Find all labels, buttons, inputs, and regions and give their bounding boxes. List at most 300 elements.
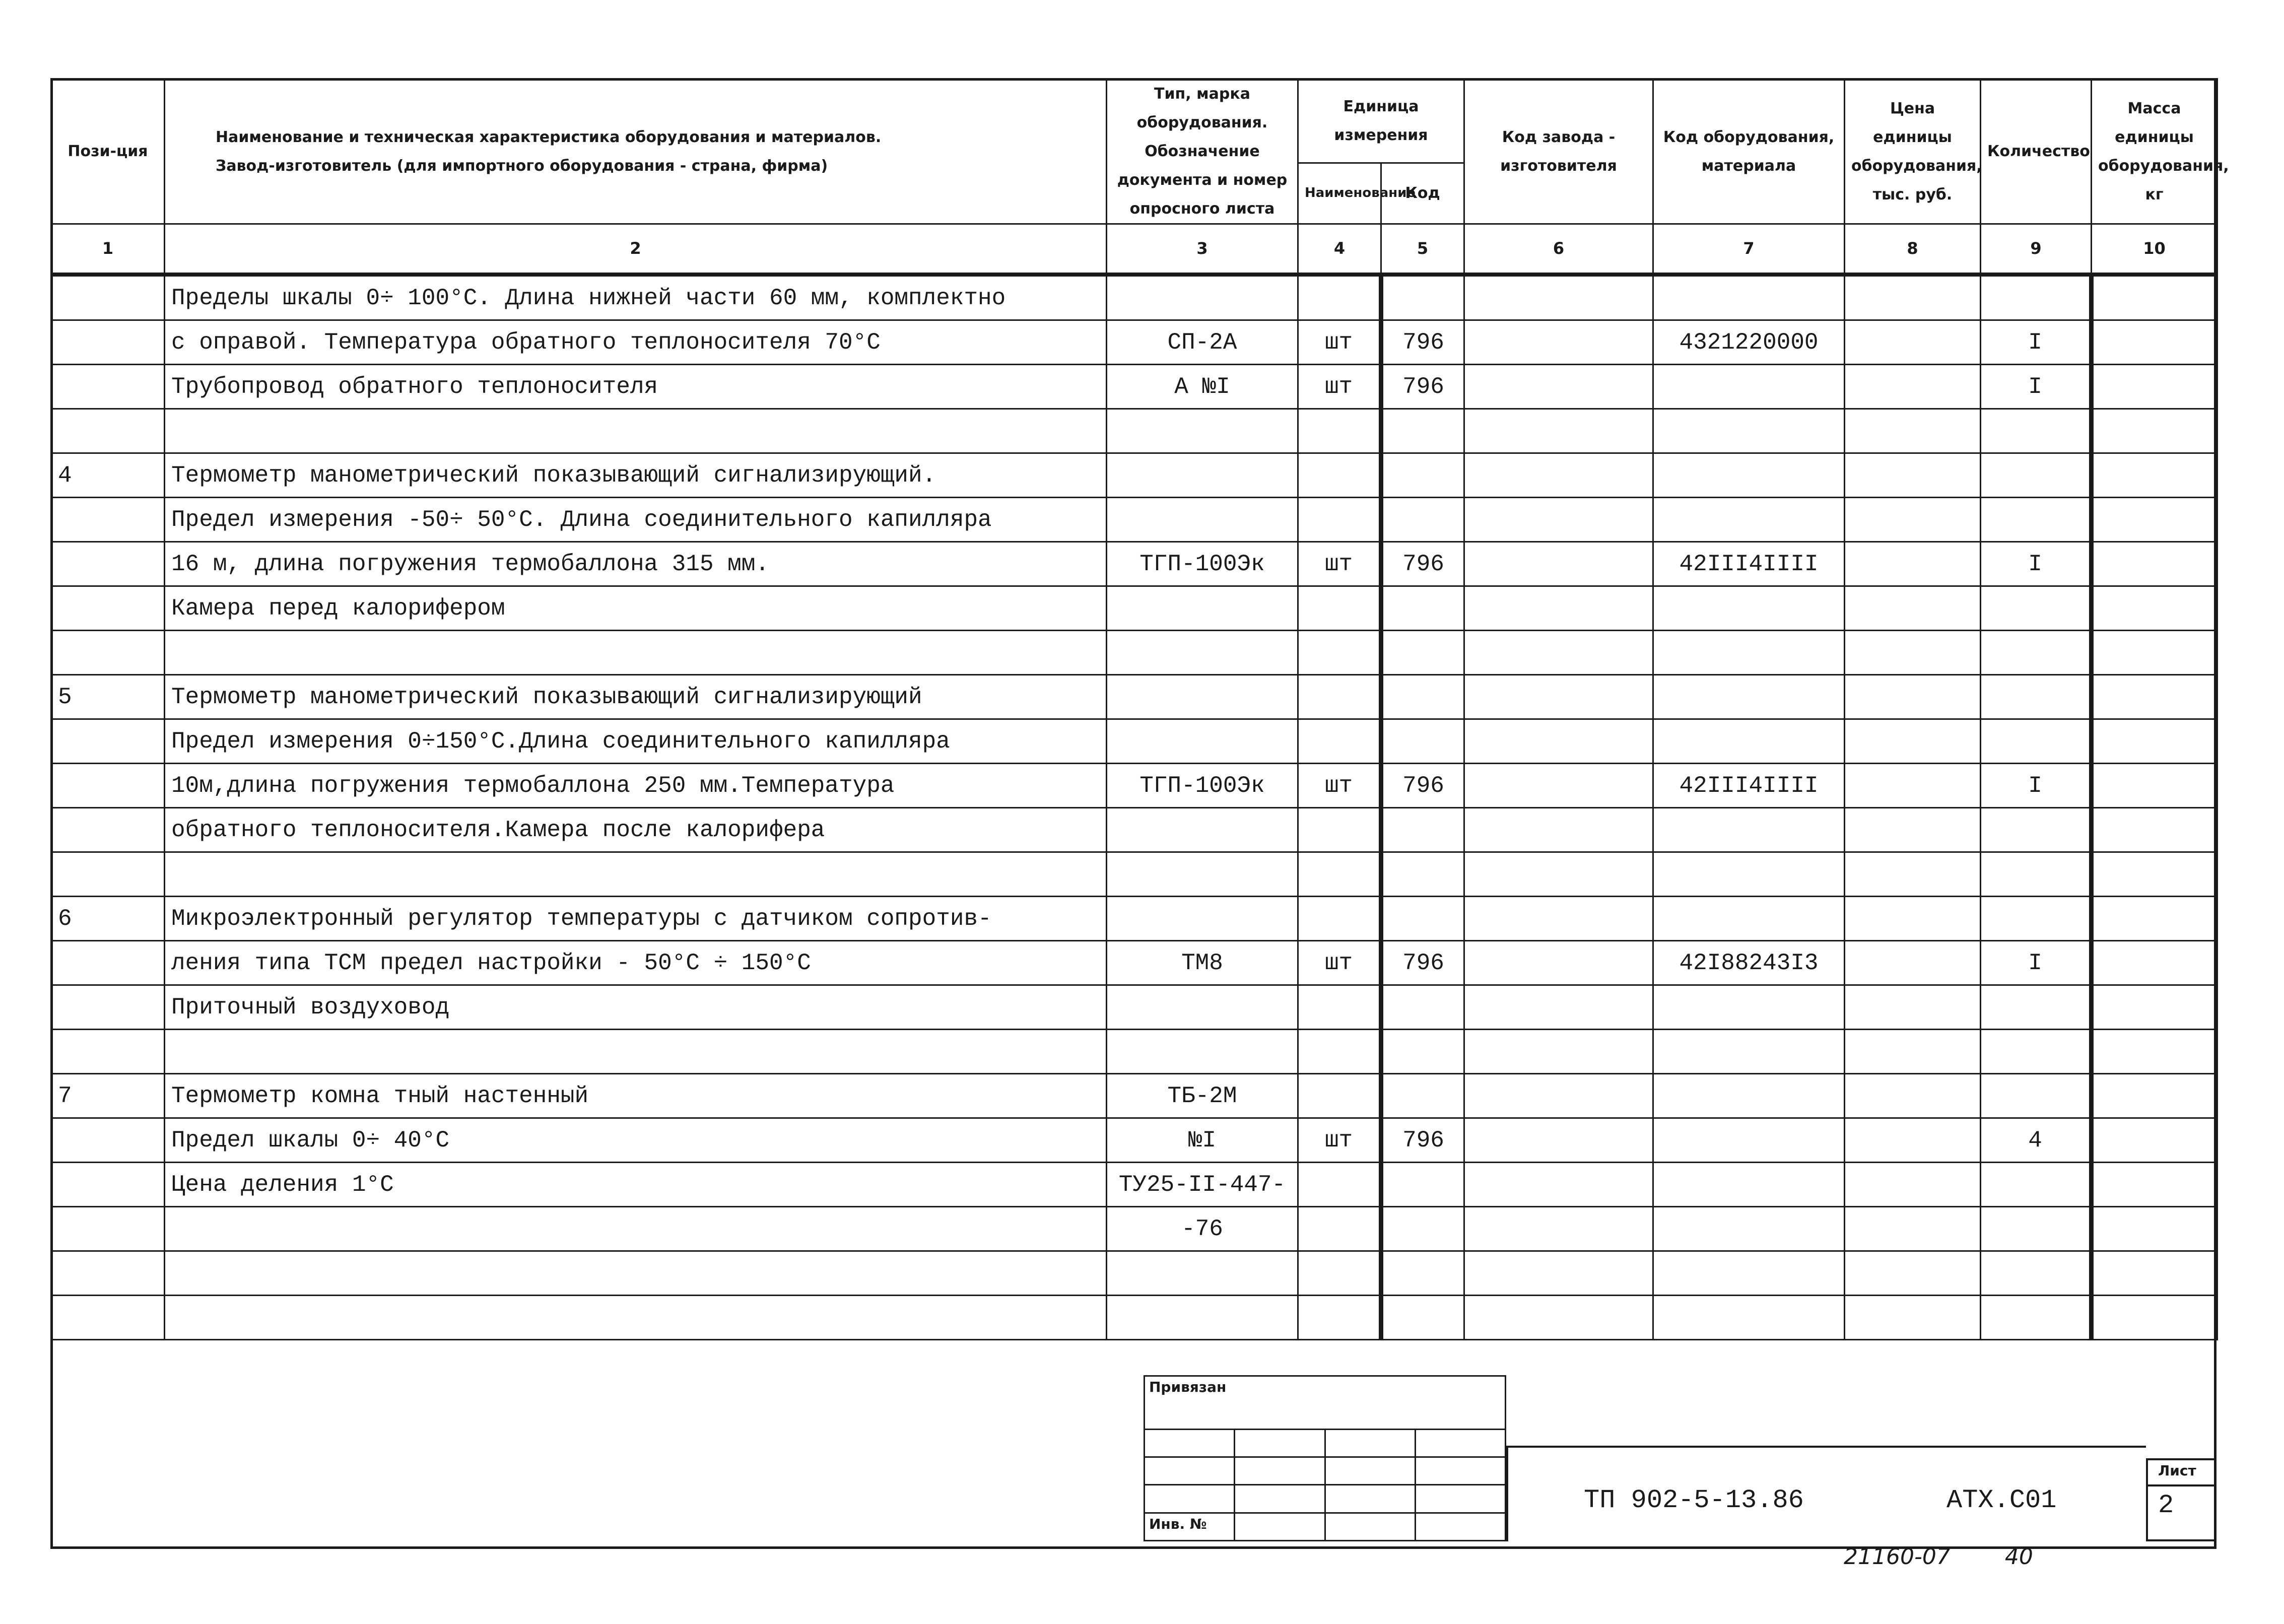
table-row: [51, 498, 2218, 542]
position-cell: 7: [51, 1074, 165, 1118]
unit-code: [1381, 1296, 1464, 1340]
quantity: I: [1981, 764, 2092, 808]
quantity: I: [1981, 941, 2092, 985]
quantity: [1981, 897, 2092, 941]
item-type: -76: [1107, 1207, 1298, 1251]
manufacturer-code: [1464, 1118, 1653, 1163]
unit-price: [1845, 719, 1981, 764]
unit-price: [1845, 852, 1981, 897]
equipment-code: [1653, 808, 1845, 852]
position-cell: [51, 320, 165, 365]
column-number: 9: [1981, 224, 2092, 275]
position-cell: 5: [51, 675, 165, 719]
sheet-box-divider: [2148, 1484, 2214, 1486]
item-description: [165, 1207, 1107, 1251]
manufacturer-code: [1464, 365, 1653, 409]
inventory-label: Инв. №: [1145, 1513, 1235, 1540]
position-cell: 4: [51, 453, 165, 498]
equipment-code: 42I88243I3: [1653, 941, 1845, 985]
document-code: АТХ.С01: [1946, 1485, 2057, 1515]
header-name-line1: Наименование и техническая характеристика оборудования и материалов.: [216, 128, 882, 146]
unit-name: [1298, 275, 1381, 320]
unit-price: [1845, 941, 1981, 985]
manufacturer-code: [1464, 1030, 1653, 1074]
unit-name: шт: [1298, 365, 1381, 409]
unit-mass: [2092, 1030, 2218, 1074]
quantity: [1981, 852, 2092, 897]
position-cell: [51, 631, 165, 675]
equipment-code: [1653, 675, 1845, 719]
unit-mass: [2092, 764, 2218, 808]
specification-body: [51, 275, 2218, 1340]
item-type: [1107, 1251, 1298, 1296]
unit-code: [1381, 675, 1464, 719]
unit-name: [1298, 985, 1381, 1030]
unit-name: [1298, 409, 1381, 453]
manufacturer-code: [1464, 764, 1653, 808]
equipment-code: [1653, 498, 1845, 542]
item-description: Приточный воздуховод: [165, 985, 1107, 1030]
manufacturer-code: [1464, 941, 1653, 985]
quantity: [1981, 453, 2092, 498]
quantity: I: [1981, 320, 2092, 365]
manufacturer-code: [1464, 1296, 1653, 1340]
table-row: [51, 719, 2218, 764]
table-row: [51, 985, 2218, 1030]
unit-mass: [2092, 498, 2218, 542]
unit-code: [1381, 498, 1464, 542]
position-cell: [51, 1163, 165, 1207]
equipment-code: [1653, 1118, 1845, 1163]
equipment-code: [1653, 275, 1845, 320]
header-manufacturer-code: Код завода - изготовителя: [1464, 79, 1653, 224]
position-cell: [51, 1296, 165, 1340]
quantity: [1981, 631, 2092, 675]
unit-code: 796: [1381, 365, 1464, 409]
unit-code: 796: [1381, 941, 1464, 985]
table-row: [51, 808, 2218, 852]
unit-name: шт: [1298, 1118, 1381, 1163]
item-description: [165, 1030, 1107, 1074]
table-row: [51, 1030, 2218, 1074]
item-description: Термометр комна тный настенный: [165, 1074, 1107, 1118]
column-number: 4: [1298, 224, 1381, 275]
header-unit-code: Код: [1381, 163, 1464, 224]
manufacturer-code: [1464, 808, 1653, 852]
manufacturer-code: [1464, 897, 1653, 941]
item-type: ТГП-100Эк: [1107, 764, 1298, 808]
column-number: 7: [1653, 224, 1845, 275]
attachment-cell: [1235, 1457, 1325, 1484]
unit-price: [1845, 631, 1981, 675]
quantity: [1981, 409, 2092, 453]
unit-code: 796: [1381, 764, 1464, 808]
unit-mass: [2092, 675, 2218, 719]
item-description: [165, 852, 1107, 897]
unit-mass: [2092, 365, 2218, 409]
item-type: ТУ25-II-447-: [1107, 1163, 1298, 1207]
unit-name: [1298, 498, 1381, 542]
item-type: ТГП-100Эк: [1107, 542, 1298, 586]
header-mass: Масса единицы оборудования, кг: [2092, 79, 2218, 224]
equipment-code: [1653, 1251, 1845, 1296]
table-row: [51, 1074, 2218, 1118]
unit-name: шт: [1298, 941, 1381, 985]
equipment-code: 42III4IIII: [1653, 764, 1845, 808]
quantity: [1981, 1074, 2092, 1118]
position-cell: [51, 1030, 165, 1074]
unit-mass: [2092, 1251, 2218, 1296]
sheet-index: 40: [2004, 1544, 2033, 1570]
attachment-cell: [1235, 1513, 1325, 1540]
item-description: Камера перед калорифером: [165, 586, 1107, 631]
position-cell: [51, 719, 165, 764]
unit-mass: [2092, 719, 2218, 764]
unit-code: [1381, 719, 1464, 764]
item-type: №I: [1107, 1118, 1298, 1163]
header-quantity: Количество: [1981, 79, 2092, 224]
equipment-code: [1653, 409, 1845, 453]
position-cell: [51, 1251, 165, 1296]
unit-price: [1845, 1118, 1981, 1163]
table-row: [51, 631, 2218, 675]
equipment-code: [1653, 1030, 1845, 1074]
position-cell: [51, 542, 165, 586]
unit-name: [1298, 1163, 1381, 1207]
position-cell: [51, 275, 165, 320]
manufacturer-code: [1464, 275, 1653, 320]
table-row: [51, 852, 2218, 897]
unit-mass: [2092, 1074, 2218, 1118]
item-type: ТМ8: [1107, 941, 1298, 985]
item-type: [1107, 453, 1298, 498]
item-type: [1107, 1030, 1298, 1074]
attachment-cell: [1145, 1485, 1235, 1513]
equipment-code: 4321220000: [1653, 320, 1845, 365]
unit-mass: [2092, 897, 2218, 941]
attachment-cell: [1145, 1429, 1235, 1457]
unit-price: [1845, 1251, 1981, 1296]
unit-mass: [2092, 1296, 2218, 1340]
header-type: Тип, марка оборудования. Обозначение документа и номер опросного листа: [1107, 79, 1298, 224]
equipment-code: [1653, 453, 1845, 498]
table-row: [51, 1163, 2218, 1207]
unit-name: [1298, 808, 1381, 852]
attachment-cell: [1235, 1485, 1325, 1513]
quantity: [1981, 1207, 2092, 1251]
unit-name: [1298, 719, 1381, 764]
table-row: [51, 275, 2218, 320]
position-cell: 6: [51, 897, 165, 941]
quantity: [1981, 586, 2092, 631]
attachment-cell: [1415, 1513, 1505, 1540]
equipment-code: [1653, 365, 1845, 409]
order-code: 21160-07: [1844, 1544, 1951, 1570]
table-row: [51, 409, 2218, 453]
unit-code: [1381, 1163, 1464, 1207]
column-number: 8: [1845, 224, 1981, 275]
unit-price: [1845, 1030, 1981, 1074]
item-description: Микроэлектронный регулятор температуры с датчиком сопротив-: [165, 897, 1107, 941]
footer-order-code: [1844, 1544, 2033, 1570]
table-row: [51, 1251, 2218, 1296]
attachment-cell: [1325, 1485, 1415, 1513]
attachment-cell: [1325, 1457, 1415, 1484]
unit-price: [1845, 675, 1981, 719]
quantity: I: [1981, 542, 2092, 586]
project-code: ТП 902-5-13.86: [1584, 1485, 1804, 1515]
quantity: [1981, 719, 2092, 764]
table-row: [51, 897, 2218, 941]
unit-price: [1845, 985, 1981, 1030]
quantity: 4: [1981, 1118, 2092, 1163]
position-cell: [51, 808, 165, 852]
item-description: с оправой. Температура обратного теплоносителя 70°С: [165, 320, 1107, 365]
unit-mass: [2092, 1118, 2218, 1163]
unit-code: [1381, 631, 1464, 675]
unit-mass: [2092, 808, 2218, 852]
item-description: Предел шкалы 0÷ 40°С: [165, 1118, 1107, 1163]
position-cell: [51, 985, 165, 1030]
equipment-code: [1653, 985, 1845, 1030]
manufacturer-code: [1464, 586, 1653, 631]
unit-code: [1381, 453, 1464, 498]
unit-price: [1845, 365, 1981, 409]
unit-mass: [2092, 631, 2218, 675]
equipment-code: [1653, 586, 1845, 631]
unit-mass: [2092, 453, 2218, 498]
attachment-cell: [1145, 1457, 1235, 1484]
unit-mass: [2092, 586, 2218, 631]
unit-mass: [2092, 985, 2218, 1030]
unit-code: [1381, 985, 1464, 1030]
unit-price: [1845, 453, 1981, 498]
position-cell: [51, 764, 165, 808]
item-type: [1107, 586, 1298, 631]
equipment-code: [1653, 897, 1845, 941]
item-type: [1107, 897, 1298, 941]
unit-price: [1845, 498, 1981, 542]
quantity: [1981, 1251, 2092, 1296]
unit-name: [1298, 1030, 1381, 1074]
equipment-code: [1653, 1296, 1845, 1340]
unit-price: [1845, 320, 1981, 365]
manufacturer-code: [1464, 852, 1653, 897]
unit-code: [1381, 852, 1464, 897]
unit-price: [1845, 542, 1981, 586]
unit-name: [1298, 1296, 1381, 1340]
item-type: [1107, 808, 1298, 852]
sheet-number-box: [2146, 1458, 2216, 1541]
manufacturer-code: [1464, 1207, 1653, 1251]
unit-code: [1381, 1207, 1464, 1251]
unit-code: 796: [1381, 1118, 1464, 1163]
item-description: Цена деления 1°С: [165, 1163, 1107, 1207]
item-description: Трубопровод обратного теплоносителя: [165, 365, 1107, 409]
unit-code: [1381, 1251, 1464, 1296]
column-number: 2: [165, 224, 1107, 275]
table-row: [51, 542, 2218, 586]
attachment-cell: [1415, 1457, 1505, 1484]
manufacturer-code: [1464, 985, 1653, 1030]
item-type: СП-2А: [1107, 320, 1298, 365]
unit-name: [1298, 675, 1381, 719]
unit-name: [1298, 852, 1381, 897]
attachment-cell: [1415, 1429, 1505, 1457]
column-number: 5: [1381, 224, 1464, 275]
position-cell: [51, 941, 165, 985]
equipment-code: [1653, 631, 1845, 675]
item-description: Термометр манометрический показывающий сигнализирующий: [165, 675, 1107, 719]
unit-name: шт: [1298, 764, 1381, 808]
manufacturer-code: [1464, 409, 1653, 453]
table-row: [51, 1118, 2218, 1163]
table-row: [51, 675, 2218, 719]
item-description: 16 м, длина погружения термобаллона 315 мм.: [165, 542, 1107, 586]
attachment-grid: [1144, 1375, 1506, 1541]
manufacturer-code: [1464, 1074, 1653, 1118]
unit-name: шт: [1298, 320, 1381, 365]
item-type: [1107, 675, 1298, 719]
unit-price: [1845, 1074, 1981, 1118]
manufacturer-code: [1464, 453, 1653, 498]
item-description: Предел измерения 0÷150°С.Длина соединительного капилляра: [165, 719, 1107, 764]
specification-table: [50, 78, 2229, 1340]
item-type: [1107, 1296, 1298, 1340]
quantity: [1981, 1296, 2092, 1340]
manufacturer-code: [1464, 498, 1653, 542]
attachment-block: [1144, 1375, 1506, 1541]
attachment-cell: [1325, 1429, 1415, 1457]
item-description: Пределы шкалы 0÷ 100°С. Длина нижней части 60 мм, комплектно: [165, 275, 1107, 320]
table-row: [51, 365, 2218, 409]
position-cell: [51, 498, 165, 542]
item-type: ТБ-2М: [1107, 1074, 1298, 1118]
attached-label: Привязан: [1145, 1376, 1506, 1430]
table-row: [51, 1296, 2218, 1340]
equipment-code: [1653, 1207, 1845, 1251]
item-description: ления типа ТСМ предел настройки - 50°С ÷ 150°С: [165, 941, 1107, 985]
header-name: [165, 79, 1107, 224]
unit-name: [1298, 897, 1381, 941]
unit-price: [1845, 1163, 1981, 1207]
position-cell: [51, 365, 165, 409]
item-type: [1107, 631, 1298, 675]
unit-code: 796: [1381, 542, 1464, 586]
sheet-label: Лист: [2158, 1462, 2196, 1479]
unit-code: [1381, 275, 1464, 320]
unit-code: [1381, 409, 1464, 453]
equipment-code: [1653, 1163, 1845, 1207]
unit-mass: [2092, 1163, 2218, 1207]
header-position: Пози-ция: [51, 79, 165, 224]
quantity: [1981, 675, 2092, 719]
quantity: [1981, 498, 2092, 542]
table-row: [51, 941, 2218, 985]
unit-name: [1298, 631, 1381, 675]
header-unit-group: Единица измерения: [1298, 79, 1464, 163]
manufacturer-code: [1464, 631, 1653, 675]
table-row: [51, 764, 2218, 808]
unit-code: [1381, 808, 1464, 852]
unit-mass: [2092, 320, 2218, 365]
item-description: Термометр манометрический показывающий сигнализирующий.: [165, 453, 1107, 498]
attachment-cell: [1415, 1485, 1505, 1513]
attachment-cell: [1325, 1513, 1415, 1540]
equipment-code: [1653, 719, 1845, 764]
position-cell: [51, 1207, 165, 1251]
item-type: [1107, 275, 1298, 320]
unit-name: [1298, 1074, 1381, 1118]
unit-name: [1298, 1251, 1381, 1296]
unit-name: шт: [1298, 542, 1381, 586]
item-type: [1107, 719, 1298, 764]
unit-code: [1381, 1030, 1464, 1074]
item-description: [165, 631, 1107, 675]
unit-price: [1845, 897, 1981, 941]
table-row: [51, 586, 2218, 631]
quantity: [1981, 1030, 2092, 1074]
table-row: [51, 320, 2218, 365]
unit-price: [1845, 586, 1981, 631]
quantity: I: [1981, 365, 2092, 409]
unit-mass: [2092, 275, 2218, 320]
table-row: [51, 1207, 2218, 1251]
equipment-code: 42III4IIII: [1653, 542, 1845, 586]
sheet-number: 2: [2158, 1491, 2174, 1520]
item-description: Предел измерения -50÷ 50°С. Длина соединительного капилляра: [165, 498, 1107, 542]
column-number: 3: [1107, 224, 1298, 275]
unit-price: [1845, 409, 1981, 453]
column-number: 1: [51, 224, 165, 275]
quantity: [1981, 985, 2092, 1030]
unit-mass: [2092, 852, 2218, 897]
unit-name: [1298, 453, 1381, 498]
unit-code: 796: [1381, 320, 1464, 365]
unit-price: [1845, 1207, 1981, 1251]
quantity: [1981, 275, 2092, 320]
unit-mass: [2092, 941, 2218, 985]
position-cell: [51, 409, 165, 453]
unit-price: [1845, 764, 1981, 808]
item-type: [1107, 409, 1298, 453]
position-cell: [51, 852, 165, 897]
manufacturer-code: [1464, 719, 1653, 764]
unit-code: [1381, 1074, 1464, 1118]
unit-name: [1298, 1207, 1381, 1251]
header-equipment-code: Код оборудования, материала: [1653, 79, 1845, 224]
manufacturer-code: [1464, 675, 1653, 719]
item-type: А №I: [1107, 365, 1298, 409]
column-number: 6: [1464, 224, 1653, 275]
unit-name: [1298, 586, 1381, 631]
document-code-block: [1506, 1446, 2146, 1541]
position-cell: [51, 586, 165, 631]
item-description: [165, 1251, 1107, 1296]
column-number: 10: [2092, 224, 2218, 275]
equipment-code: [1653, 1074, 1845, 1118]
item-type: [1107, 498, 1298, 542]
quantity: [1981, 808, 2092, 852]
attachment-cell: [1235, 1429, 1325, 1457]
quantity: [1981, 1163, 2092, 1207]
manufacturer-code: [1464, 320, 1653, 365]
equipment-code: [1653, 852, 1845, 897]
item-type: [1107, 852, 1298, 897]
item-description: обратного теплоносителя.Камера после калорифера: [165, 808, 1107, 852]
manufacturer-code: [1464, 542, 1653, 586]
item-description: 10м,длина погружения термобаллона 250 мм.Температура: [165, 764, 1107, 808]
